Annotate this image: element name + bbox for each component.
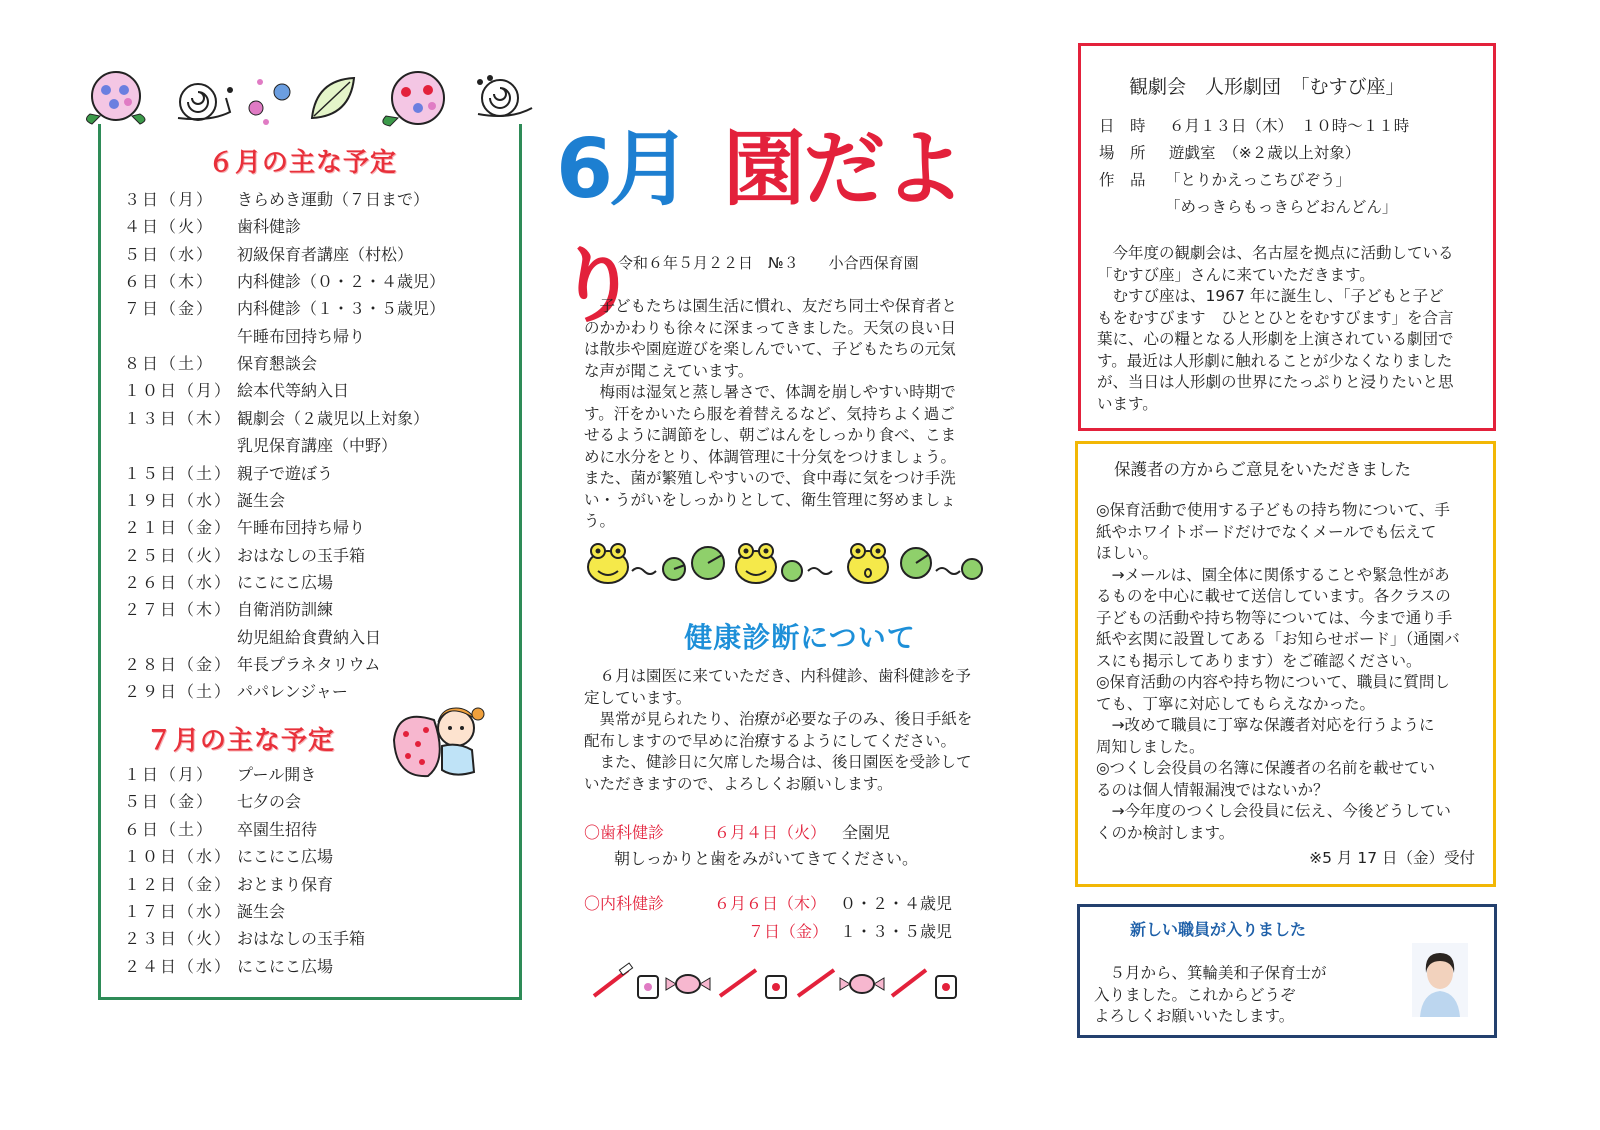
schedule-row bbox=[124, 269, 445, 295]
intro-line: めに水分をとり、体調管理に十分気をつけましょう。 bbox=[584, 447, 957, 466]
intro-line: 梅雨は湿気と蒸し暑さで、体調を崩しやすい時期で bbox=[584, 383, 956, 401]
schedule-event: 幼児組給食費納入日 bbox=[237, 627, 382, 647]
schedule-row bbox=[124, 214, 301, 240]
schedule-event: 七夕の会 bbox=[237, 792, 302, 812]
schedule-date: １０日（水） bbox=[124, 847, 233, 867]
schedule-event: おはなしの玉手箱 bbox=[237, 929, 366, 949]
schedule-row bbox=[124, 597, 333, 623]
schedule-row bbox=[124, 679, 348, 705]
health-line: 異常が見られたり、治療が必要な子のみ、後日手紙を bbox=[584, 710, 973, 728]
theater-line: 今年度の観劇会は、名古屋を拠点に活動している bbox=[1097, 244, 1454, 262]
schedule-date: ４日（火） bbox=[124, 217, 215, 237]
frog-icon bbox=[588, 544, 628, 583]
toothbrush-icon bbox=[798, 970, 834, 996]
schedule-event: きらめき運動（７日まで） bbox=[237, 190, 430, 209]
schedule-event: にこにこ広場 bbox=[237, 956, 334, 976]
feedback-line: 紙やホワイトボードだけでなくメールでも伝えて bbox=[1096, 522, 1437, 541]
staff-line: ５月から、箕輪美和子保育士が bbox=[1094, 964, 1327, 982]
feedback-line: るものを中心に載せて送信しています。各クラスの bbox=[1096, 587, 1451, 605]
internal-exam-date-1: ６月６日（木） bbox=[714, 894, 827, 913]
dental-exam-note: 朝しっかりと歯をみがいてきてください。 bbox=[614, 849, 919, 868]
schedule-event: 内科健診（０・２・４歳児） bbox=[237, 272, 446, 292]
schedule-date: １７日（水） bbox=[124, 902, 233, 921]
schedule-date: ２５日（火） bbox=[124, 545, 233, 565]
new-staff-title: 新しい職員が入りました bbox=[1130, 920, 1307, 939]
schedule-date: １９日（水） bbox=[124, 490, 233, 510]
schedule-date: １３日（木） bbox=[124, 408, 233, 428]
feedback-line: ても、丁寧に対応してもらえなかった。 bbox=[1096, 694, 1376, 713]
schedule-date bbox=[124, 324, 237, 350]
theater-line: むすび座は、1967 年に誕生し、「子どもと子ど bbox=[1097, 287, 1444, 305]
schedule-row bbox=[124, 296, 445, 322]
cup-icon bbox=[638, 976, 658, 998]
theater-line: す。最近は人形劇に触れることが少なくなりました bbox=[1097, 351, 1453, 370]
intro-line: 子どもたちは園生活に慣れ、友だち同士や保育者と bbox=[584, 297, 957, 315]
hygiene-decoration-row bbox=[590, 962, 970, 1002]
schedule-event: 内科健診（１・３・５歳児） bbox=[237, 299, 446, 319]
internal-exam-label: 〇内科健診 bbox=[584, 894, 665, 913]
schedule-row bbox=[124, 515, 365, 541]
lily-pad-icon bbox=[663, 558, 685, 580]
feedback-line: 周知しました。 bbox=[1096, 737, 1205, 756]
hydrangea-snail-decoration bbox=[80, 68, 540, 130]
schedule-date: ５日（水） bbox=[124, 244, 215, 264]
schedule-event: プール開き bbox=[237, 765, 317, 784]
internal-exam-target-2: １・３・５歳児 bbox=[840, 922, 953, 941]
staff-line: 入りました。これからどうぞ bbox=[1094, 985, 1296, 1004]
schedule-event: 自衛消防訓練 bbox=[237, 600, 334, 620]
theater-date-label: 日 時 bbox=[1099, 117, 1146, 135]
hydrangea-icon bbox=[86, 72, 145, 124]
schedule-date: ２３日（火） bbox=[124, 929, 233, 949]
schedule-event: 親子で遊ぼう bbox=[237, 463, 334, 483]
cup-icon bbox=[936, 976, 956, 998]
feedback-line: 紙や玄関に設置してある「お知らせボード」（通園バ bbox=[1096, 630, 1460, 648]
candy-icon bbox=[840, 975, 884, 993]
toothbrush-icon bbox=[892, 970, 926, 996]
theater-line: もをむすびます ひととひとをむすびます」を合言 bbox=[1097, 308, 1454, 327]
health-line: 配布しますので早めに治療するようにしてください。 bbox=[584, 731, 957, 750]
schedule-date: ３日（月） bbox=[124, 190, 215, 209]
schedule-event: 歯科健診 bbox=[237, 217, 302, 237]
feedback-line: るのは個人情報漏洩ではないか？ bbox=[1096, 780, 1329, 799]
health-line: 定しています。 bbox=[584, 688, 692, 707]
schedule-row bbox=[124, 242, 413, 268]
schedule-row bbox=[124, 461, 333, 487]
new-staff-box bbox=[1077, 904, 1497, 1038]
intro-line: せるように調節をし、朝ごはんをしっかり食べ、こま bbox=[584, 426, 957, 444]
theater-title: 観劇会 人形劇団 「むすび座」 bbox=[1129, 76, 1405, 98]
hydrangea-icon bbox=[383, 72, 444, 126]
schedule-event: 乳児保育講座（中野） bbox=[237, 436, 398, 456]
schedule-row bbox=[124, 378, 349, 404]
schedule-event: 卒園生招待 bbox=[237, 819, 318, 839]
feedback-line: →今年度のつくし会役員に伝え、今後どうしてい bbox=[1096, 802, 1451, 820]
title-name: 園だより bbox=[556, 122, 964, 334]
schedule-row bbox=[124, 844, 333, 870]
health-line: ６月は園医に来ていただき、内科健診、歯科健診を予 bbox=[584, 667, 971, 685]
schedule-event: 午睡布団持ち帰り bbox=[237, 518, 366, 538]
schedule-event: 観劇会（２歳児以上対象） bbox=[237, 408, 430, 428]
schedule-row bbox=[124, 324, 365, 350]
feedback-line: →改めて職員に丁寧な保護者対応を行うように bbox=[1096, 716, 1435, 734]
theater-work-title-2: 「めっきらもっきらどおんどん」 bbox=[1165, 198, 1398, 216]
theater-place-value: 遊戯室 （※２歳以上対象） bbox=[1169, 144, 1361, 162]
schedule-event: 午睡布団持ち帰り bbox=[237, 326, 366, 346]
schedule-date: １０日（月） bbox=[124, 381, 233, 401]
feedback-line: →メールは、園全体に関係することや緊急性があ bbox=[1096, 565, 1450, 584]
intro-line: す。汗をかいたら服を着替えるなど、気持ちよく過ご bbox=[584, 404, 955, 423]
intro-line: また、菌が繁殖しやすいので、食中毒に気をつけ手洗 bbox=[584, 469, 956, 487]
schedule-event: おとまり保育 bbox=[237, 874, 334, 894]
toothbrush-icon bbox=[594, 963, 633, 996]
health-line: また、健診日に欠席した場合は、後日園医を受診して bbox=[584, 753, 972, 771]
feedback-line: くのか検討します。 bbox=[1096, 823, 1235, 842]
schedule-event: おはなしの玉手箱 bbox=[237, 545, 366, 565]
schedule-row bbox=[124, 954, 333, 980]
schedule-row bbox=[124, 433, 397, 459]
schedule-event: 誕生会 bbox=[237, 902, 286, 921]
internal-exam-target-1: ０・２・４歳児 bbox=[840, 894, 953, 913]
schedule-row bbox=[124, 789, 301, 815]
schedule-event: パパレンジャー bbox=[237, 682, 348, 702]
schedule-date: １日（月） bbox=[124, 765, 215, 784]
frog-icon bbox=[848, 544, 888, 583]
cup-icon bbox=[766, 976, 786, 998]
flower-icon bbox=[249, 79, 290, 125]
theater-info-box bbox=[1078, 43, 1496, 431]
schedule-date: ２６日（水） bbox=[124, 572, 233, 592]
schedule-row bbox=[124, 351, 317, 377]
internal-exam-date-2: ７日（金） bbox=[748, 922, 829, 941]
schedule-date: ７日（金） bbox=[124, 299, 215, 319]
leaf-icon bbox=[312, 78, 354, 118]
schedule-row bbox=[124, 899, 285, 925]
girl-strawberry-icon bbox=[388, 700, 492, 780]
frog-decoration-row bbox=[586, 541, 986, 587]
schedule-date: １５日（土） bbox=[124, 463, 233, 483]
schedule-row bbox=[124, 872, 333, 898]
schedule-row bbox=[124, 926, 365, 952]
schedule-event: 年長プラネタリウム bbox=[237, 654, 381, 674]
theater-line: が、当日は人形劇の世界にたっぷりと浸りたいと思 bbox=[1097, 373, 1454, 391]
theater-line: います。 bbox=[1097, 394, 1158, 413]
schedule-row bbox=[124, 817, 317, 843]
schedule-row bbox=[124, 406, 429, 432]
intro-line: のかかわりも徐々に深まってきました。天気の良い日 bbox=[584, 318, 957, 337]
health-line: いただきますので、よろしくお願いします。 bbox=[584, 774, 893, 793]
schedule-date: ２４日（水） bbox=[124, 956, 233, 976]
theater-description bbox=[1097, 243, 1489, 415]
frog-icon bbox=[736, 544, 776, 583]
schedule-row bbox=[124, 570, 333, 596]
theater-line: 「むすび座」さんに来ていただきます。 bbox=[1097, 265, 1375, 284]
schedule-date: ６日（土） bbox=[124, 819, 215, 839]
lily-pad-icon bbox=[692, 547, 724, 579]
theater-work-title-1: 「とりかえっこちびぞう」 bbox=[1165, 171, 1352, 189]
schedule-row bbox=[124, 625, 381, 651]
schedule-date: ５日（金） bbox=[124, 792, 215, 812]
feedback-line: ◎つくし会役員の名簿に保護者の名前を載せてい bbox=[1096, 759, 1436, 777]
schedule-date bbox=[124, 433, 237, 459]
schedule-event: にこにこ広場 bbox=[237, 572, 334, 592]
intro-paragraph bbox=[584, 296, 994, 533]
intro-line: い・うがいをしっかりとして、衛生管理に努めましょ bbox=[584, 490, 956, 509]
snail-icon bbox=[178, 84, 233, 120]
schedule-event: にこにこ広場 bbox=[237, 847, 334, 867]
intro-line: は散歩や園庭遊びを楽しんでいて、子どもたちの元気 bbox=[584, 340, 956, 358]
feedback-received-date: ※5 月 17 日（金）受付 bbox=[1309, 849, 1475, 867]
new-staff-message bbox=[1094, 963, 1394, 1028]
theater-work-label: 作 品 bbox=[1099, 171, 1146, 189]
dental-exam-label: 〇歯科健診 bbox=[584, 823, 665, 842]
intro-line: な声が聞こえています。 bbox=[584, 361, 754, 380]
schedule-event: 初級保育者講座（村松） bbox=[237, 244, 414, 264]
schedule-row bbox=[124, 543, 365, 569]
theater-line: 葉に、心の糧となる人形劇を上演されている劇団で bbox=[1097, 330, 1454, 348]
schedule-date: ２１日（金） bbox=[124, 518, 233, 538]
lily-pad-icon bbox=[782, 561, 802, 581]
candy-icon bbox=[666, 975, 710, 993]
schedule-date: ２８日（金） bbox=[124, 654, 233, 674]
theater-date-value: ６月１３日（木） １０時～１１時 bbox=[1169, 117, 1410, 135]
schedule-date: １２日（金） bbox=[124, 874, 233, 894]
schedule-row bbox=[124, 652, 380, 678]
feedback-body bbox=[1096, 500, 1490, 844]
snail-icon bbox=[477, 75, 532, 116]
schedule-date: ２７日（木） bbox=[124, 600, 233, 620]
health-section-title: 健康診断について bbox=[684, 621, 916, 654]
schedule-date: ６日（木） bbox=[124, 272, 215, 292]
feedback-line: ほしい。 bbox=[1096, 544, 1159, 562]
schedule-row bbox=[124, 762, 316, 788]
schedule-event: 絵本代等納入日 bbox=[237, 381, 350, 401]
title-month: 6月 bbox=[556, 122, 688, 217]
lily-pad-icon bbox=[901, 548, 931, 578]
lily-pad-icon bbox=[962, 559, 982, 579]
schedule-event: 保育懇談会 bbox=[237, 354, 318, 374]
staff-photo bbox=[1412, 943, 1468, 1017]
schedule-date bbox=[124, 625, 237, 651]
feedback-line: ◎保育活動の内容や持ち物について、職員に質問し bbox=[1096, 673, 1450, 691]
health-paragraph bbox=[584, 666, 996, 795]
schedule-date: ８日（土） bbox=[124, 354, 215, 374]
staff-line: よろしくお願いいたします。 bbox=[1094, 1007, 1295, 1025]
june-schedule-heading: ６月の主な予定 bbox=[208, 148, 398, 178]
toothbrush-icon bbox=[720, 970, 756, 996]
issue-dateline: 令和６年５月２２日 №３ 小合西保育園 bbox=[618, 254, 919, 272]
schedule-event: 誕生会 bbox=[237, 490, 286, 510]
schedule-row bbox=[124, 187, 429, 213]
feedback-line: ◎保育活動で使用する子どもの持ち物について、手 bbox=[1096, 501, 1450, 519]
feedback-line: 子どもの活動や持ち物等については、今まで通り手 bbox=[1096, 608, 1453, 627]
theater-place-label: 場 所 bbox=[1099, 144, 1146, 162]
dental-exam-date: ６月４日（火） bbox=[714, 823, 827, 842]
dental-exam-target: 全園児 bbox=[842, 823, 891, 842]
parent-feedback-box bbox=[1075, 441, 1496, 887]
schedule-row bbox=[124, 488, 285, 514]
intro-line: う。 bbox=[584, 512, 616, 530]
feedback-line: スにも掲示してあります）をご確認ください。 bbox=[1096, 651, 1422, 670]
schedule-date: ２９日（土） bbox=[124, 682, 233, 702]
july-schedule-heading: ７月の主な予定 bbox=[146, 726, 336, 756]
feedback-title: 保護者の方からご意見をいただきました bbox=[1114, 460, 1411, 479]
